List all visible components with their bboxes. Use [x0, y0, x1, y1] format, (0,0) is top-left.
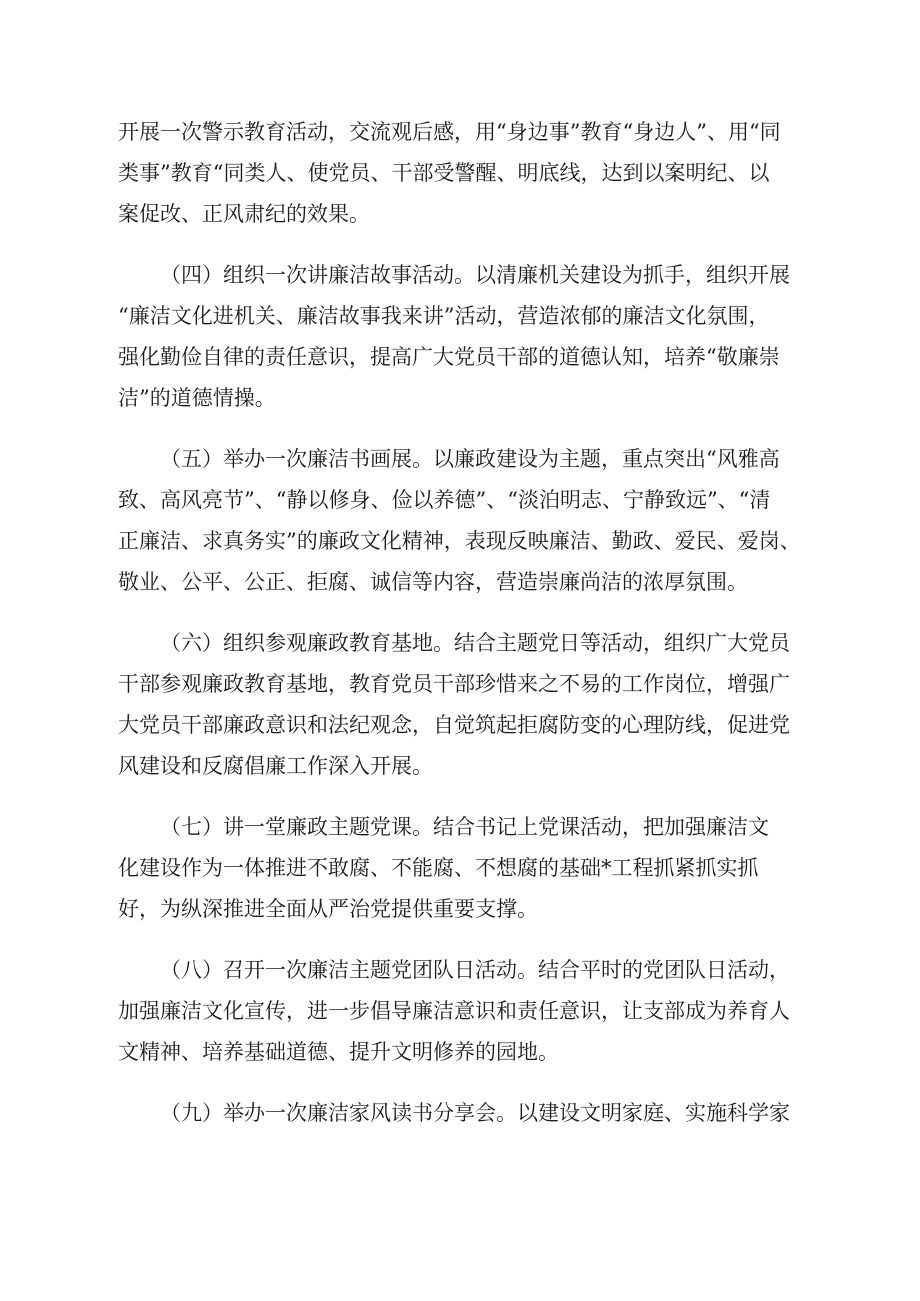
paragraph-item-seven [118, 807, 808, 930]
paragraph-line: 大党员干部廉政意识和法纪观念，自觉筑起拒腐防变的心理防线，促进党 [118, 713, 790, 737]
paragraph-line: （九）举办一次廉洁家风读书分享会。以建设文明家庭、实施科学家 [160, 1101, 790, 1125]
paragraph-line: 加强廉洁文化宣传，进一步倡导廉洁意识和责任意识，让支部成为养育人 [118, 999, 790, 1023]
paragraph-line: 强化勤俭自律的责任意识，提高广大党员干部的道德认知，培养“敬廉崇 [118, 345, 780, 369]
paragraph-line: （五）举办一次廉洁书画展。以廉政建设为主题，重点突出“风雅高 [160, 447, 780, 471]
paragraph-line: 开展一次警示教育活动，交流观后感，用“身边事”教育“身边人”、用“同 [118, 120, 781, 144]
paragraph-item-nine [118, 1093, 808, 1134]
paragraph-line: 敬业、公平、公正、拒腐、诚信等内容，营造崇廉尚洁的浓厚氛围。 [118, 570, 748, 594]
paragraph-line: 干部参观廉政教育基地，教育党员干部珍惜来之不易的工作岗位，增强广 [118, 672, 790, 696]
paragraph-line: 正廉洁、求真务实”的廉政文化精神，表现反映廉洁、勤政、爱民、爱岗、 [118, 529, 801, 553]
paragraph-line: 类事”教育“同类人、使党员、干部受警醒、明底线，达到以案明纪、以 [118, 161, 770, 185]
paragraph-item-six [118, 623, 808, 787]
paragraph-line: 风建设和反腐倡廉工作深入开展。 [118, 754, 433, 778]
paragraph-line: 化建设作为一体推进不敢腐、不能腐、不想腐的基础*工程抓紧抓实抓 [118, 856, 759, 880]
paragraph-item-five [118, 439, 808, 603]
paragraph-item-four [118, 255, 808, 419]
paragraph-line: 致、高风亮节”、“静以修身、俭以养德”、“淡泊明志、宁静致远”、“清 [118, 488, 771, 512]
document-body [118, 112, 808, 1154]
paragraph-line: 洁”的道德情操。 [118, 386, 276, 410]
paragraph-line: （八）召开一次廉洁主题党团队日活动。结合平时的党团队日活动， [160, 958, 790, 982]
paragraph-line: （七）讲一堂廉政主题党课。结合书记上党课活动，把加强廉洁文 [160, 815, 769, 839]
paragraph-line: （六）组织参观廉政教育基地。结合主题党日等活动，组织广大党员 [160, 631, 790, 655]
paragraph-line: “廉洁文化进机关、廉洁故事我来讲”活动，营造浓郁的廉洁文化氛围， [118, 304, 770, 328]
paragraph-item-eight [118, 950, 808, 1073]
paragraph-line: 好，为纵深推进全面从严治党提供重要支撑。 [118, 897, 538, 921]
paragraph-line: （四）组织一次讲廉洁故事活动。以清廉机关建设为抓手，组织开展 [160, 263, 790, 287]
paragraph-line: 文精神、培养基础道德、提升文明修养的园地。 [118, 1040, 559, 1064]
paragraph-line: 案促改、正风肃纪的效果。 [118, 202, 370, 226]
paragraph-warning-education [118, 112, 808, 235]
